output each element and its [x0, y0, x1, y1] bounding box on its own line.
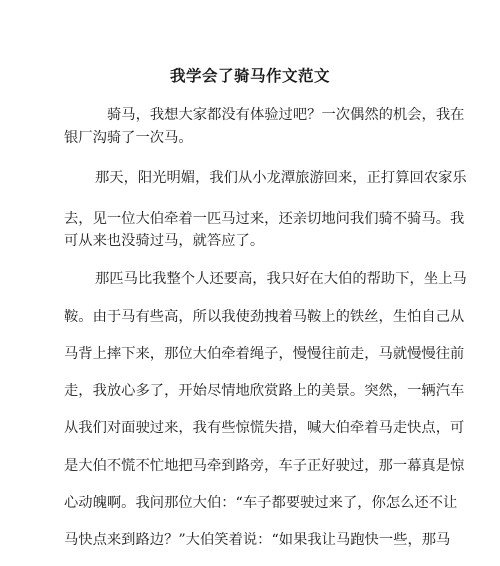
- text-line: 那匹马比我整个人还要高，我只好在大伯的帮助下，坐上马: [95, 271, 467, 287]
- text-line: 马背上摔下来，那位大伯牵着绳子，慢慢往前走，马就慢慢往前: [64, 346, 465, 362]
- text-line: 是大伯不慌不忙地把马牵到路旁，车子正好驶过，那一幕真是惊: [64, 458, 465, 474]
- text-line: 那天，阳光明媚，我们从小龙潭旅游回来，正打算回农家乐: [95, 170, 467, 186]
- text-line: 心动魄啊。我问那位大伯：“车子都要驶过来了，你怎么还不让: [64, 495, 458, 511]
- document-title: 我学会了骑马作文范文: [169, 66, 330, 85]
- text-line: 可从来也没骑过马，就答应了。: [64, 233, 265, 249]
- text-line: 骑马，我想大家都没有体验过吧？一次偶然的机会，我在: [107, 107, 465, 123]
- text-line: 从我们对面驶过来，我有些惊慌失措，喊大伯牵着马走快点，可: [64, 420, 465, 436]
- text-line: 走，我放心多了，开始尽情地欣赏路上的美景。突然，一辆汽车: [64, 383, 465, 399]
- text-line: 银厂沟骑了一次马。: [64, 130, 193, 146]
- text-line: 鞍。由于马有些高，所以我使劲拽着马鞍上的铁丝，生怕自己从: [64, 309, 465, 325]
- text-line: 马快点来到路边？”大伯笑着说：“如果我让马跑快一些，那马: [64, 532, 451, 548]
- text-line: 去，见一位大伯牵着一匹马过来，还亲切地问我们骑不骑马。我: [64, 211, 465, 227]
